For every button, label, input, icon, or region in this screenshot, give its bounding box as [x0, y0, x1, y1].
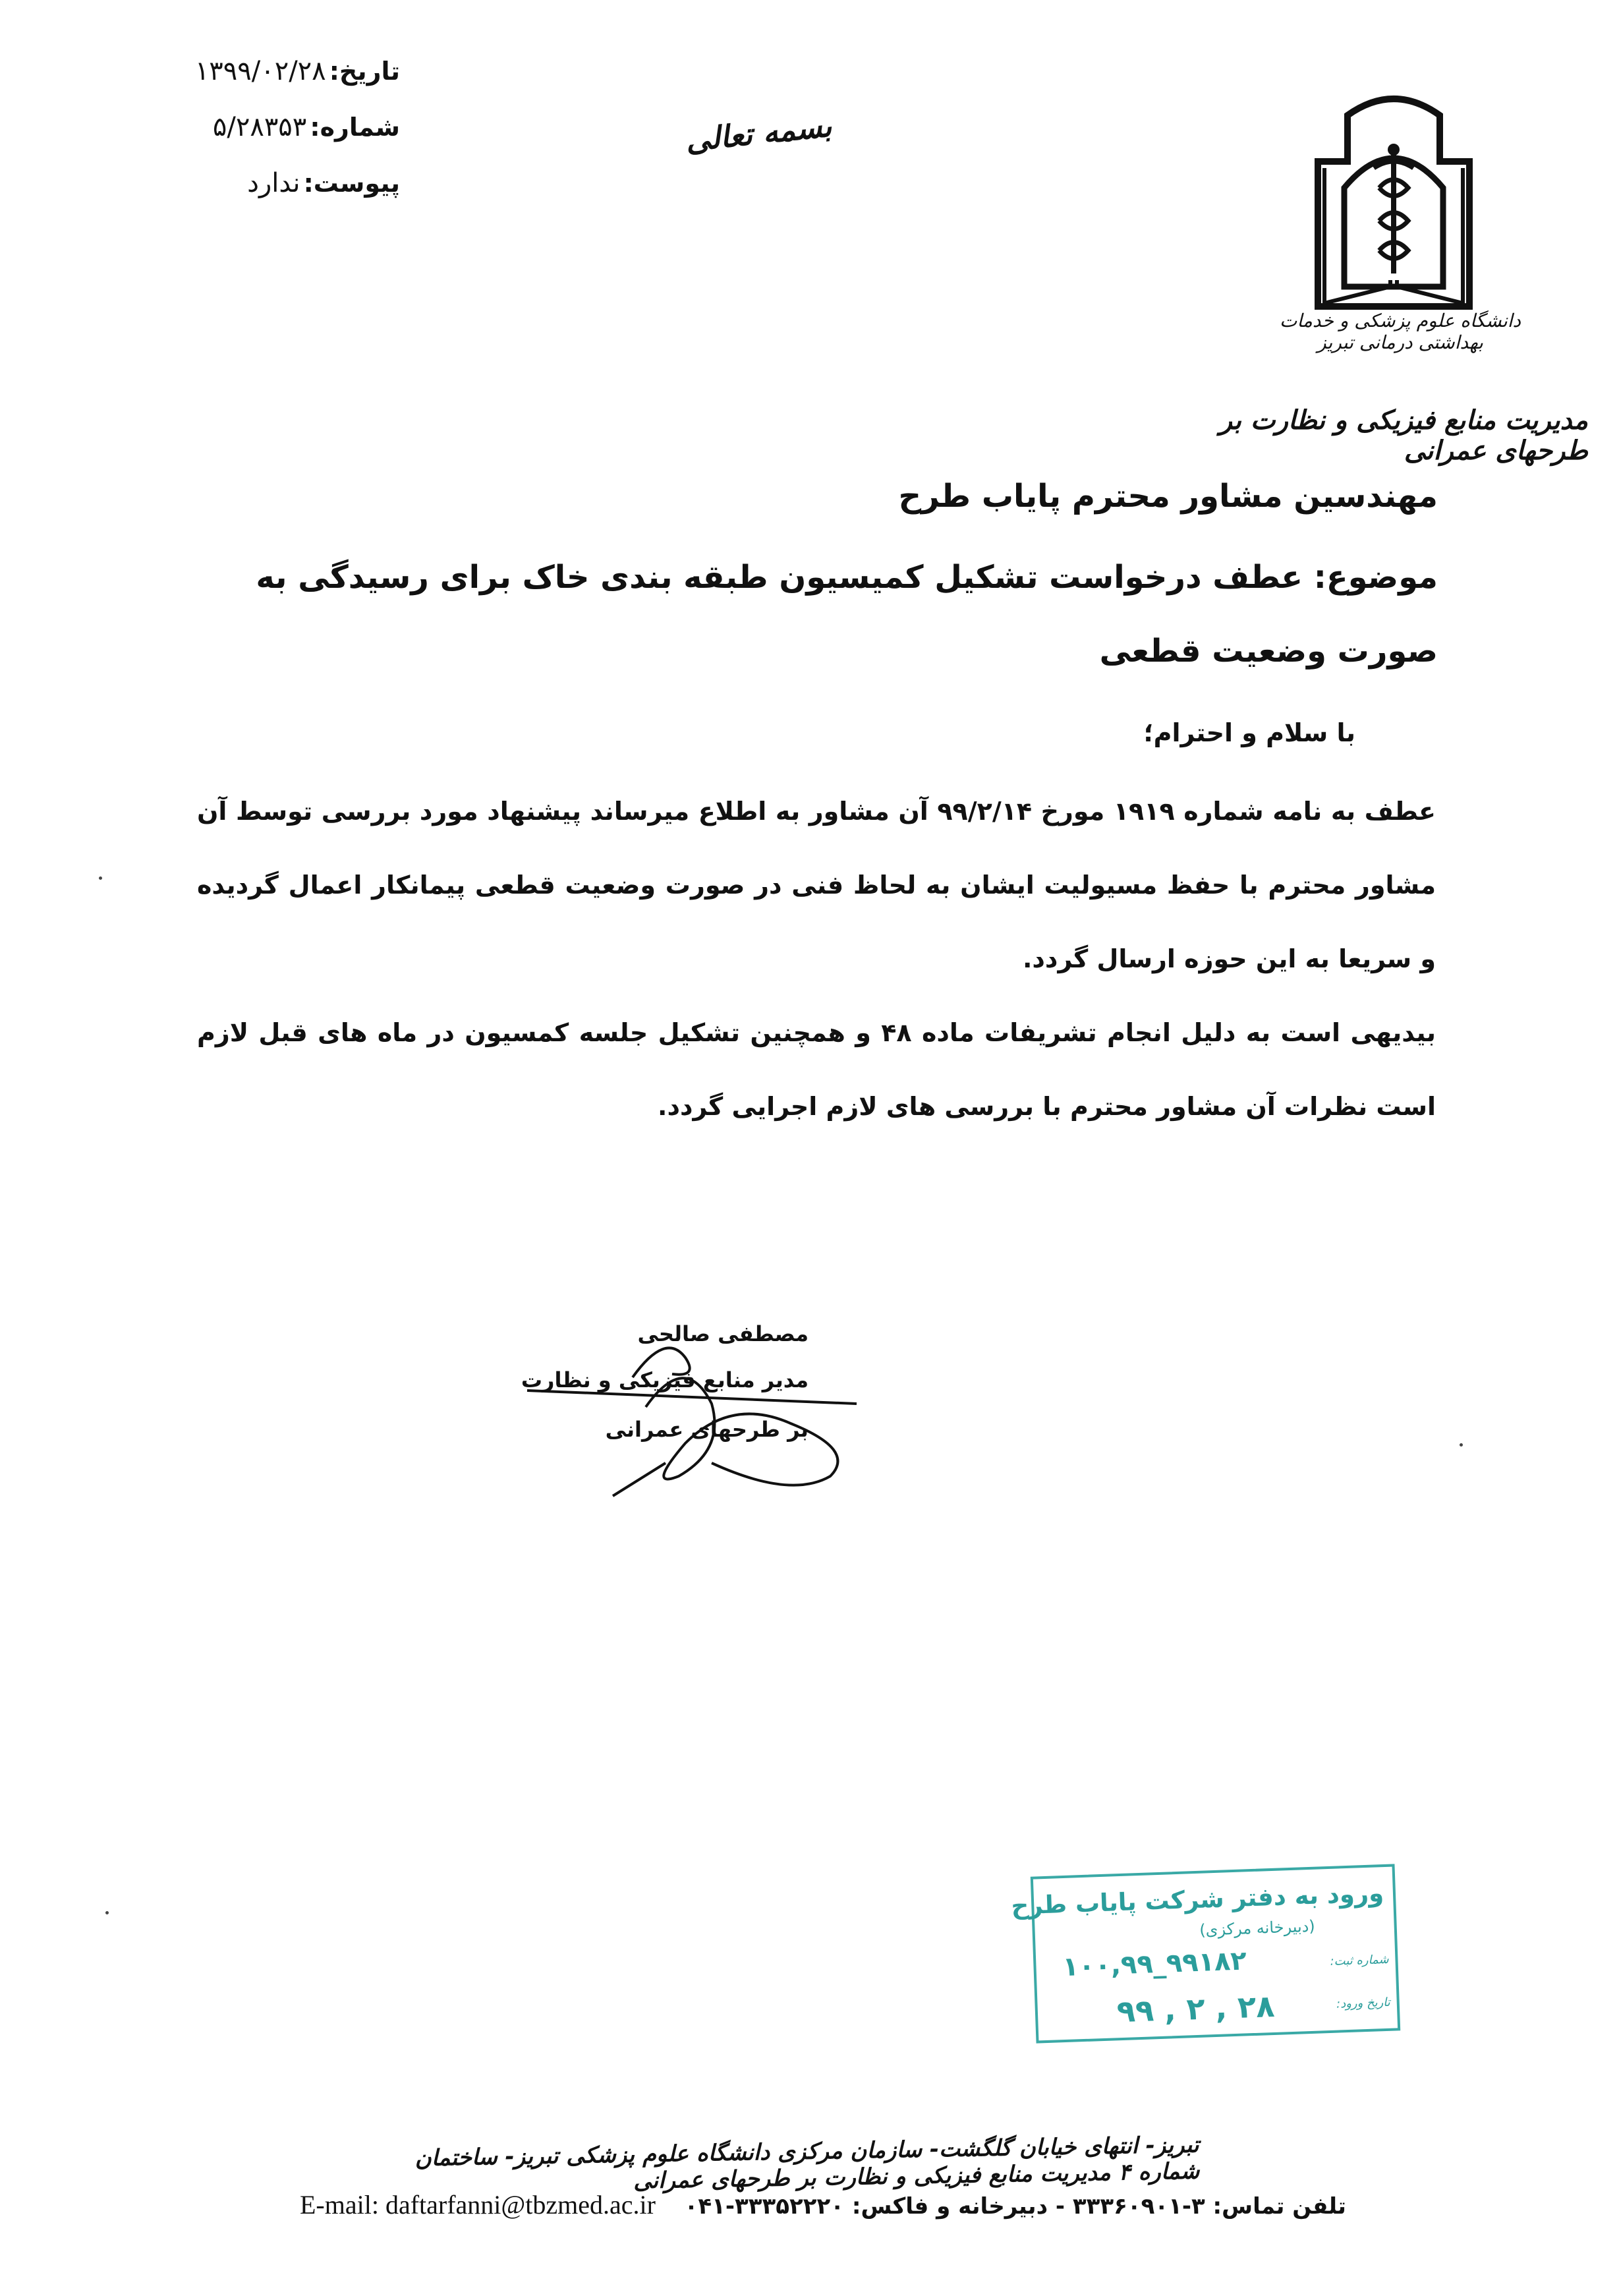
attachment-line [247, 168, 400, 198]
attachment-value: ندارد [247, 168, 300, 198]
date-line [195, 56, 400, 86]
paragraph-1: عطف به نامه شماره ۱۹۱۹ مورخ ۹۹/۲/۱۴ آن مشاور به اطلاع میرساند پیشنهاد مورد بررسی توسط آن مشاور محترم با حفظ مسیولیت ایشان به لحاظ فنی در صورت وضعیت قطعی پیمانکار اعمال گردیده و سریعا به این حوزه ارسال گردد. [197, 797, 1436, 973]
stamp-subtitle: (دبیرخانه مرکزی) [1199, 1916, 1316, 1939]
footer-contact [300, 2189, 1346, 2220]
number-value: ۵/۲۸۳۵۳ [212, 112, 307, 142]
stamp-title: ورود به دفتر شرکت پایاب طرح [1010, 1879, 1384, 1920]
subject: موضوع: عطف درخواست تشکیل کمیسیون طبقه بندی خاک برای رسیدگی به صورت وضعیت قطعی [256, 559, 1438, 670]
signatory-title-1: مدیر منابع فیزیکی و نظارت [521, 1367, 809, 1392]
stamp-date-label: تاریخ ورود: [1336, 1995, 1391, 2011]
paragraph-2: بیدیهی است به دلیل انجام تشریفات ماده ۴۸ و همچنین تشکیل جلسه کمسیون در ماه های قبل لازم است نظرات آن مشاور محترم با بررسی های لازم اجرایی گردد. [197, 1018, 1436, 1121]
stamp-date: ۹۹ , ۲ , ۲۸ [1116, 1988, 1276, 2030]
footer-phone: تلفن تماس: ۳-۳۳۳۶۰۹۰۱ - دبیرخانه و فاکس: ۳۳۳۵۲۲۲۰-۰۴۱ [684, 2193, 1346, 2220]
bismillah: بسمه تعالی [683, 107, 834, 159]
handwritten-signature [514, 1311, 883, 1503]
signatory-title-2: بر طرحهای عمرانی [605, 1417, 809, 1442]
university-logo [1308, 89, 1479, 313]
recipient: مهندسین مشاور محترم پایاب طرح [898, 478, 1438, 515]
stamp-number-label: شماره ثبت: [1330, 1952, 1389, 1968]
attachment-label: پیوست: [303, 169, 400, 198]
date-value: ۱۳۹۹/۰۲/۲۸ [194, 56, 326, 86]
date-label: تاریخ: [329, 57, 400, 86]
signatory-name: مصطفی صالحی [637, 1321, 809, 1346]
greeting: با سلام و احترام؛ [1143, 718, 1355, 747]
scan-speck [105, 1911, 109, 1914]
number-line [213, 112, 400, 142]
scan-speck [1460, 1443, 1463, 1447]
scan-speck [99, 876, 102, 880]
stamp-number: ۱۰۰,۹۹_۹۹۱۸۲ [1062, 1945, 1247, 1983]
footer-address: تبریز- انتهای خیابان گلگشت- سازمان مرکزی دانشگاه علوم پزشکی تبریز- ساختمان شماره ۴ مدیریت منابع فیزیکی و نظارت بر طرحهای عمرانی [414, 2131, 1200, 2195]
org-name-department: مدیریت منابع فیزیکی و نظارت بر طرحهای عمرانی [1219, 405, 1588, 466]
footer-email: E-mail: daftarfanni@tbzmed.ac.ir [300, 2190, 656, 2220]
letter-body [197, 774, 1436, 1143]
org-name-university: دانشگاه علوم پزشکی و خدمات بهداشتی درمانی تبریز [1280, 310, 1521, 353]
number-label: شماره: [310, 113, 400, 142]
receipt-stamp [1010, 1864, 1400, 2043]
